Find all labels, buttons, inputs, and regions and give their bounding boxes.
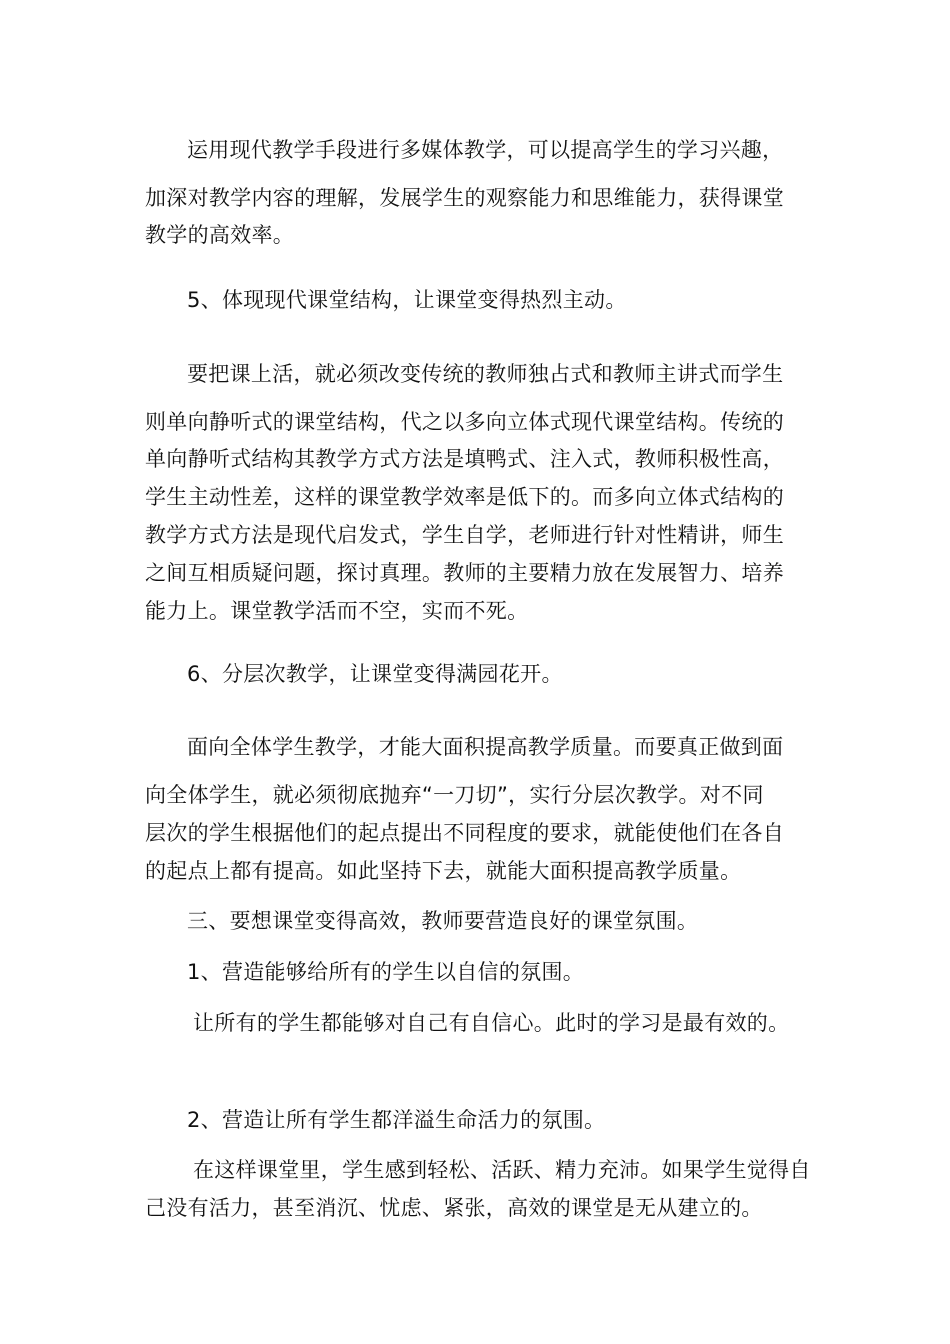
paragraph-line: 在这样课堂里，学生感到轻松、活跃、精力充沛。如果学生觉得自 xyxy=(193,1158,811,1182)
section-heading: 5、体现现代课堂结构，让课堂变得热烈主动。 xyxy=(187,288,627,312)
paragraph-line: 教学的高效率。 xyxy=(145,223,295,247)
paragraph-line: 要把课上活，就必须改变传统的教师独占式和教师主讲式而学生 xyxy=(187,362,784,386)
paragraph-line: 则单向静听式的课堂结构，代之以多向立体式现代课堂结构。传统的 xyxy=(145,410,784,434)
subsection-heading: 2、营造让所有学生都洋溢生命活力的氛围。 xyxy=(187,1108,606,1132)
paragraph-line: 己没有活力，甚至消沉、忧虑、紧张，高效的课堂是无从建立的。 xyxy=(145,1196,763,1220)
paragraph-line: 让所有的学生都能够对自己有自信心。此时的学习是最有效的。 xyxy=(193,1011,790,1035)
paragraph-line: 加深对教学内容的理解，发展学生的观察能力和思维能力，获得课堂 xyxy=(145,186,784,210)
paragraph-line: 面向全体学生教学，才能大面积提高教学质量。而要真正做到面 xyxy=(187,735,784,759)
paragraph-line: 运用现代教学手段进行多媒体教学，可以提高学生的学习兴趣， xyxy=(187,138,784,162)
paragraph-line: 层次的学生根据他们的起点提出不同程度的要求，就能使他们在各自 xyxy=(145,821,784,845)
paragraph-line: 学生主动性差，这样的课堂教学效率是低下的。而多向立体式结构的 xyxy=(145,485,784,509)
section-heading: 6、分层次教学，让课堂变得满园花开。 xyxy=(187,662,563,686)
paragraph-line: 之间互相质疑问题，探讨真理。教师的主要精力放在发展智力、培养 xyxy=(145,561,784,585)
subsection-heading: 1、营造能够给所有的学生以自信的氛围。 xyxy=(187,960,585,984)
paragraph-line: 的起点上都有提高。如此坚持下去，就能大面积提高教学质量。 xyxy=(145,859,742,883)
paragraph-line: 能力上。课堂教学活而不空，实而不死。 xyxy=(145,599,529,623)
paragraph-line: 单向静听式结构其教学方式方法是填鸭式、注入式，教师积极性高， xyxy=(145,447,784,471)
paragraph-line: 向全体学生，就必须彻底抛弃“一刀切”，实行分层次教学。对不同 xyxy=(145,783,764,807)
section-heading: 三、要想课堂变得高效，教师要营造良好的课堂氛围。 xyxy=(187,909,699,933)
paragraph-line: 教学方式方法是现代启发式，学生自学，老师进行针对性精讲，师生 xyxy=(145,523,784,547)
